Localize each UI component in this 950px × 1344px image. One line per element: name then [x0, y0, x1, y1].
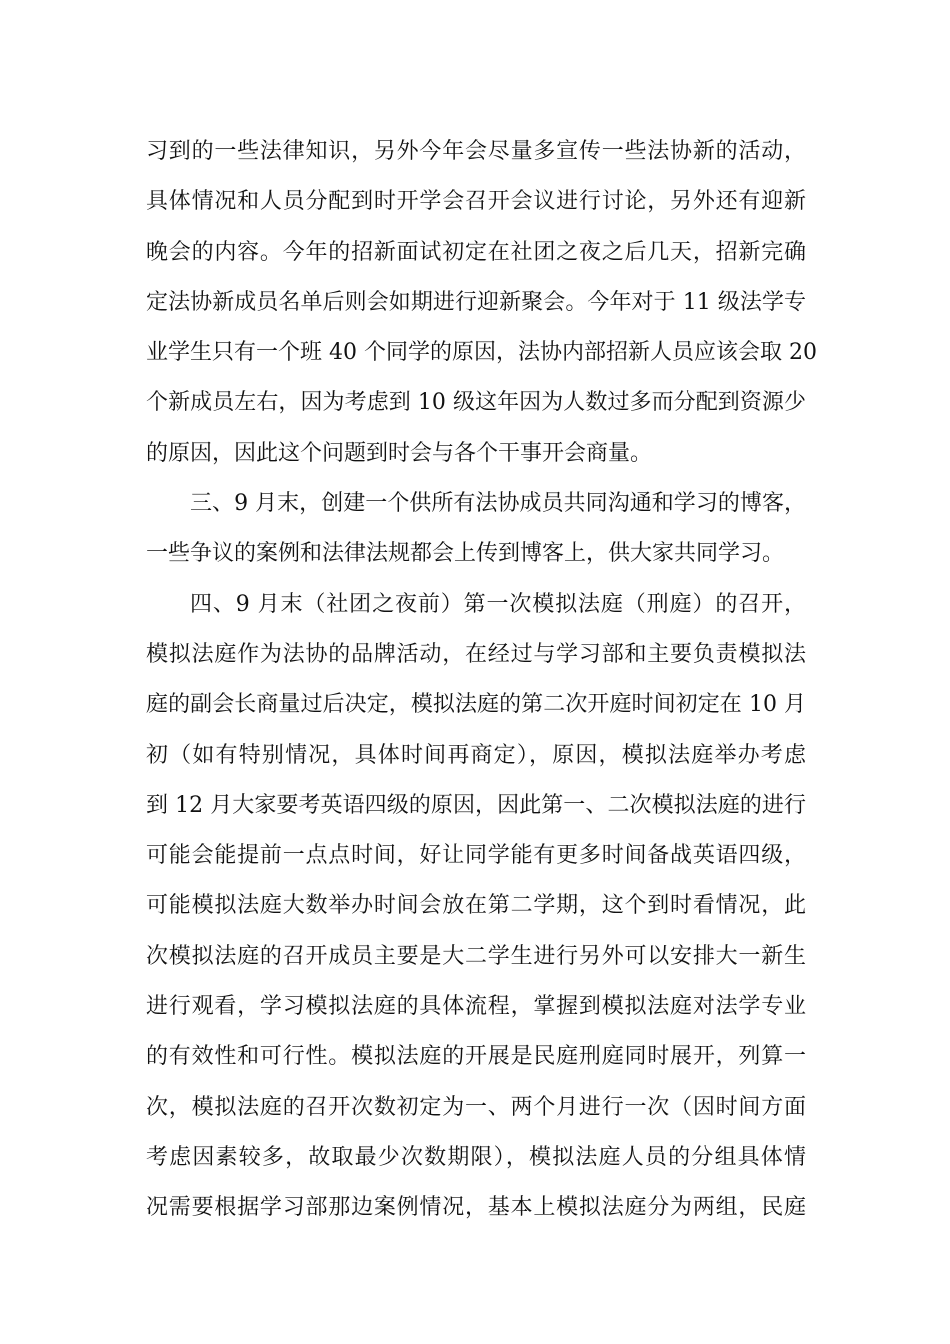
- text-line: 况需要根据学习部那边案例情况，基本上模拟法庭分为两组，民庭: [146, 1195, 806, 1221]
- text-line: 一些争议的案例和法律法规都会上传到博客上，供大家共同学习。: [146, 541, 785, 567]
- text-line: 初（如有特别情况，具体时间再商定），原因，模拟法庭举办考虑: [146, 742, 806, 768]
- text-line: 业学生只有一个班 40 个同学的原因，法协内部招新人员应该会取 20: [146, 340, 817, 366]
- text-line: 进行观看，学习模拟法庭的具体流程，掌握到模拟法庭对法学专业: [146, 994, 806, 1020]
- text-line: 四、9 月末（社团之夜前）第一次模拟法庭（刑庭）的召开，: [190, 591, 806, 617]
- text-line: 晚会的内容。今年的招新面试初定在社团之夜之后几天，招新完确: [146, 239, 806, 265]
- text-line: 的原因，因此这个问题到时会与各个干事开会商量。: [146, 440, 653, 466]
- text-line: 定法协新成员名单后则会如期进行迎新聚会。今年对于 11 级法学专: [146, 289, 806, 315]
- text-line: 庭的副会长商量过后决定，模拟法庭的第二次开庭时间初定在 10 月: [146, 692, 806, 718]
- text-line: 考虑因素较多，故取最少次数期限），模拟法庭人员的分组具体情: [146, 1144, 806, 1170]
- text-line: 习到的一些法律知识，另外今年会尽量多宣传一些法协新的活动，: [146, 139, 806, 164]
- text-line: 可能模拟法庭大数举办时间会放在第二学期，这个到时看情况，此: [146, 893, 806, 919]
- text-line: 次模拟法庭的召开成员主要是大二学生进行另外可以安排大一新生: [146, 943, 806, 969]
- text-line: 到 12 月大家要考英语四级的原因，因此第一、二次模拟法庭的进行: [146, 792, 806, 818]
- text-line: 次，模拟法庭的召开次数初定为一、两个月进行一次（因时间方面: [146, 1094, 806, 1120]
- text-line: 模拟法庭作为法协的品牌活动，在经过与学习部和主要负责模拟法: [146, 641, 806, 667]
- text-line: 具体情况和人员分配到时开学会召开会议进行讨论，另外还有迎新: [146, 189, 806, 215]
- document-body-text: [146, 127, 817, 1234]
- text-line: 可能会能提前一点点时间，好让同学能有更多时间备战英语四级，: [146, 843, 806, 869]
- text-line: 三、9 月末，创建一个供所有法协成员共同沟通和学习的博客，: [190, 491, 806, 517]
- text-line: 的有效性和可行性。模拟法庭的开展是民庭刑庭同时展开，列算一: [146, 1044, 806, 1070]
- text-line: 个新成员左右，因为考虑到 10 级这年因为人数过多而分配到资源少: [146, 390, 806, 416]
